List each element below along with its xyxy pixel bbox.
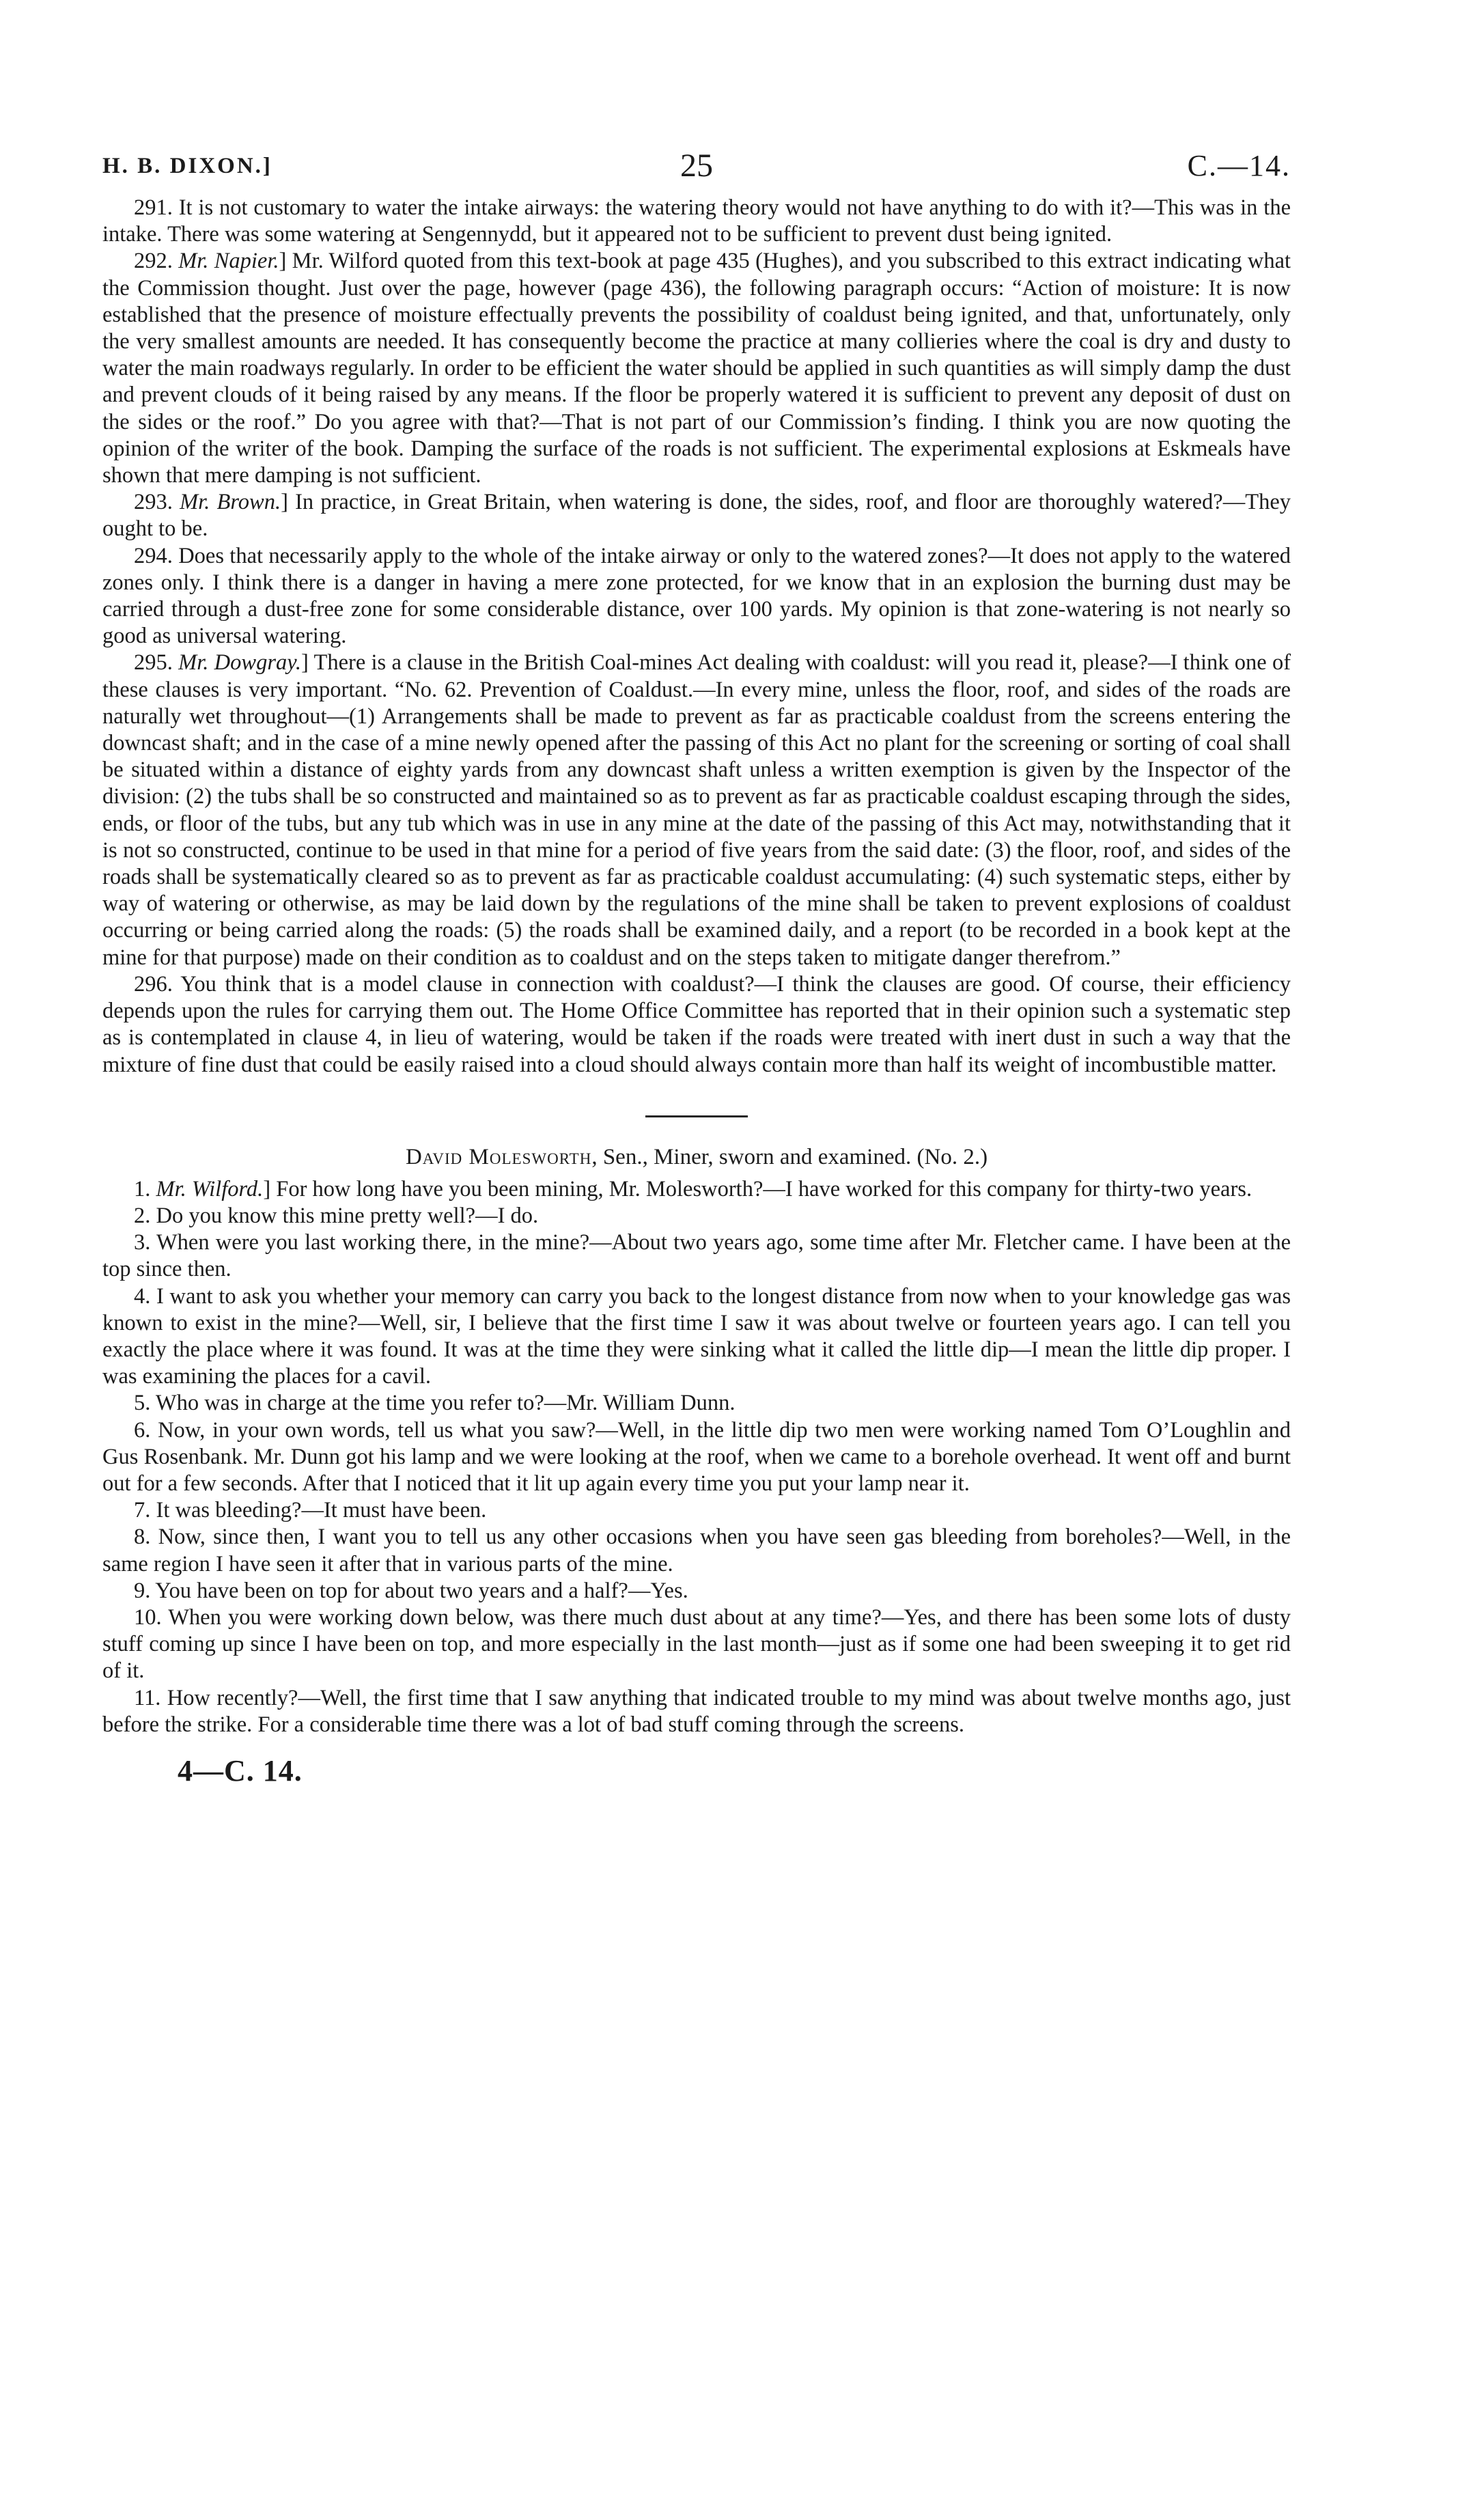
page-number: 25 (680, 148, 713, 184)
question-6: 6. Now, in your own words, tell us what you saw?—Well, in the little dip two men were working named Tom O’Loughlin and Gus Rosenbank. Mr. Dunn got his lamp and we were looking at the roof, when we came to a borehole overhead. It went off and burnt out for a few seconds. After that I noticed that it lit up again every time you put your lamp near it. (102, 1417, 1291, 1496)
witness-heading: David Molesworth, Sen., Miner, sworn and examined. (No. 2.) (405, 1144, 988, 1169)
question-9: 9. You have been on top for about two years and a half?—Yes. (134, 1578, 688, 1603)
question-296: 296. You think that is a model clause in connection with coaldust?—I think the clauses are good. Of course, their efficiency depends upon the rules for carrying them out. The Home Office Committee has reported that in their opinion such a systematic step as is contemplated in clause 4, in lieu of watering, would be taken if the roads were treated with inert dust in such a way that the mixture of fine dust that could be easily raised into a cloud should always contain more than half its weight of incombustible matter. (102, 971, 1291, 1077)
question-2: 2. Do you know this mine pretty well?—I do. (134, 1203, 539, 1228)
question-3: 3. When were you last working there, in the mine?—About two years ago, some time after Mr. Fletcher came. I have been at the top since then. (102, 1230, 1291, 1282)
question-294: 294. Does that necessarily apply to the whole of the intake airway or only to the watered zones?—It does not apply to the watered zones only. I think there is a danger in having a mere zone protected, for we know that in an explosion the burning dust may be carried through a dust-free zone for some considerable distance, over 100 yards. My opinion is that zone-watering is not nearly so good as universal watering. (102, 543, 1291, 649)
speaker-name: Mr. Dowgray. (178, 650, 301, 676)
document-page (102, 147, 1291, 1788)
speaker-name: Mr. Brown. (180, 490, 281, 515)
question-1: 1. Mr. Wilford.] For how long have you been mining, Mr. Molesworth?—I have worked for this company for thirty-two years. (134, 1176, 1252, 1201)
speaker-name: Mr. Wilford. (156, 1176, 264, 1201)
speaker-name: Mr. Napier. (178, 249, 279, 274)
page-header (102, 147, 1291, 195)
question-293: 293. Mr. Brown.] In practice, in Great Britain, when watering is done, the sides, roof, and floor are thoroughly watered?—They ought to be. (102, 490, 1291, 542)
testimony-section-2 (102, 1176, 1291, 1738)
question-7: 7. It was bleeding?—It must have been. (134, 1498, 487, 1523)
witness-name: David Molesworth (405, 1144, 592, 1169)
section-divider (645, 1115, 748, 1117)
question-291: 291. It is not customary to water the intake airways: the watering theory would not have anything to do with it?—This was in the intake. There was some watering at Sengennydd, but it appeared not to be sufficient to prevent dust being ignited. (102, 195, 1291, 247)
question-295: 295. Mr. Dowgray.] There is a clause in the British Coal-mines Act dealing with coaldust: will you read it, please?—I think one of these clauses is very important. “No. 62. Prevention of Coaldust.—In every mine, unless the floor, roof, and sides of the roads are naturally wet throughout—(1) Arrangements shall be made to prevent as far as practicable coaldust from the screens entering the downcast shaft; and in the case of a mine newly opened after the passing of this Act no plant for the screening or sorting of coal shall be situated within a distance of eighty yards from any downcast shaft unless a written exemption is given by the Inspector of the division: (2) the tubs shall be so constructed and maintained so as to prevent as far as practicable coaldust escaping through the sides, ends, or floor of the tubs, but any tub which was in use in any mine at the date of the passing of this Act may, notwithstanding that it is not so constructed, continue to be used in that mine for a period of five years from the said date: (3) the floor, roof, and sides of the roads shall be systematically cleared so as to prevent as far as practicable coaldust accumulating: (4) such systematic steps, either by way of watering or otherwise, as may be laid down by the regulations of the mine shall be taken to prevent explosions of coaldust occurring or being carried along the roads: (5) the roads shall be examined daily, and a report (to be recorded in a book kept at the mine for that purpose) made on their condition as to coaldust and on the steps taken to mitigate danger therefrom.” (102, 650, 1291, 970)
question-4: 4. I want to ask you whether your memory can carry you back to the longest distance from now when to your knowledge gas was known to exist in the mine?—Well, sir, I believe that the first time I saw it was about twelve or fourteen years ago. I can tell you exactly the place where it was found. It was at the time they were sinking what it called the little dip—I mean the little dip proper. I was examining the places for a cavil. (102, 1283, 1291, 1389)
question-292: 292. Mr. Napier.] Mr. Wilford quoted from this text-book at page 435 (Hughes), and you subscribed to this extract indicating what the Commission thought. Just over the page, however (page 436), the following paragraph occurs: “Action of moisture: It is now established that the presence of moisture effectually prevents the possibility of coaldust being ignited, and that, unfortunately, only the very smallest amounts are needed. It has consequently become the practice at many collieries where the coal is dry and dusty to water the main roadways regularly. In order to be efficient the water should be applied in such quantities as will simply damp the dust and prevent clouds of it being raised by any means. If the floor be properly watered it is sufficient to prevent any deposit of dust on the sides or the roof.” Do you agree with that?—That is not part of our Commission’s finding. I think you are now quoting the opinion of the writer of the book. Damping the surface of the roads is not sufficient. The experimental explosions at Eskmeals have shown that mere damping is not sufficient. (102, 249, 1291, 488)
question-11: 11. How recently?—Well, the first time that I saw anything that indicated trouble to my mind was about twelve months ago, just before the strike. For a considerable time there was a lot of bad stuff coming through the screens. (102, 1685, 1291, 1737)
signature-mark: 4—C. 14. (178, 1753, 303, 1788)
question-5: 5. Who was in charge at the time you refer to?—Mr. William Dunn. (134, 1391, 736, 1416)
testimony-section-1 (102, 195, 1291, 1079)
question-10: 10. When you were working down below, was there much dust about at any time?—Yes, and there has been some lots of dusty stuff coming up since I have been on top, and more especially in the last month—just as if some one had been sweeping it to get rid of it. (102, 1604, 1291, 1684)
document-code: C.—14. (1187, 149, 1291, 182)
question-8: 8. Now, since then, I want you to tell us any other occasions when you have seen gas bleeding from boreholes?—Well, in the same region I have seen it after that in various parts of the mine. (102, 1525, 1291, 1576)
header-author: H. B. DIXON.] (102, 154, 272, 178)
